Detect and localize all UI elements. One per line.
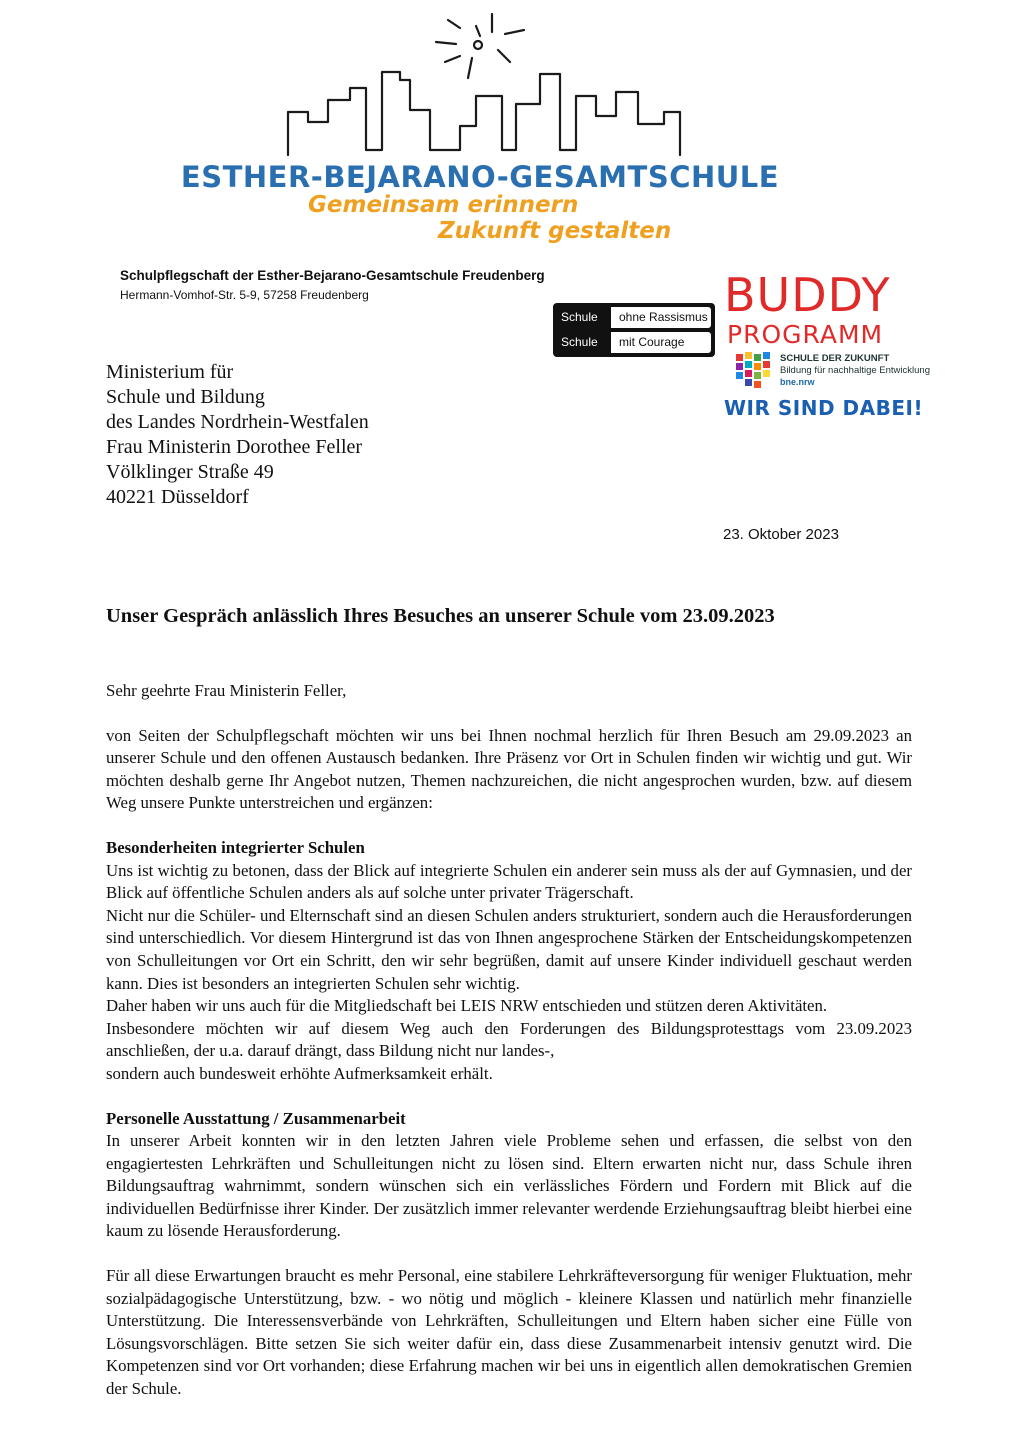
paragraph: sondern auch bundesweit erhöhte Aufmerksamkeit erhält.: [106, 1063, 493, 1083]
paragraph: Insbesondere möchten wir auf diesem Weg auch den Forderungen des Bildungsprotesttags vom 23.09.2023 anschließen, der u.a. darauf drängt, dass Bildung nicht nur landes-,: [106, 1018, 912, 1061]
paragraph: Daher haben wir uns auch für die Mitgliedschaft bei LEIS NRW entschieden und stützen deren Aktivitäten.: [106, 996, 828, 1016]
letter-subject: Unser Gespräch anlässlich Ihres Besuches an unserer Schule vom 23.09.2023: [106, 605, 775, 627]
buddy-logo: BUDDY: [724, 268, 891, 322]
recipient-address: [106, 360, 369, 510]
school-logo-skyline: [240, 0, 720, 170]
recipient-line: Schule und Bildung: [106, 386, 265, 408]
schule-der-zukunft-subtitle: Bildung für nachhaltige Entwicklung: [780, 365, 930, 376]
recipient-line: Völklinger Straße 49: [106, 461, 274, 483]
wir-sind-dabei-label: WIR SIND DABEI!: [724, 396, 924, 420]
sender-name: Schulpflegschaft der Esther-Bejarano-Gesamtschule Freudenberg: [120, 268, 545, 283]
schule-ohne-rassismus-badge: [553, 303, 715, 357]
sor-row2-right: mit Courage: [611, 332, 711, 353]
paragraph: Für all diese Erwartungen braucht es mehr Personal, eine stabilere Lehrkräfteversorgung für weniger Fluktuation, mehr sozialpädagogische Unterstützung, bzw. - wo nötig und möglich - kleinere Klassen und natürlich mehr finanzielle Unterstützung. Die Interessensverbände von Lehrkräften, Schulleitungen und Eltern haben sicher eine Fülle von Lösungsvorschlägen. Bitte setzen Sie sich weiter dafür ein, dass diese Zusammenarbeit intensiv genutzt wird. Die Kompetenzen sind vor Ort vorhanden; diese Erfahrung machen wir bei uns in eigentlich allen demokratischen Gremien der Schule.: [106, 1266, 912, 1399]
recipient-line: Frau Ministerin Dorothee Feller: [106, 436, 363, 458]
school-slogan-line2: Zukunft gestalten: [438, 218, 672, 244]
paragraph: In unserer Arbeit konnten wir in den letzten Jahren viele Probleme sehen und erfassen, die selbst von den engagiertesten Lehrkräften und Schulleitungen nicht zu lösen sind. Eltern erwarten nicht nur, dass Schule ihren Bildungsauftrag wahrnimmt, sondern wünschen sich ein verlässliches Fördern und Fordern mit Blick auf die individuellen Bedürfnisse ihrer Kinder. Der zusätzlich immer relevanter werdende Erziehungsauftrag bleibt hierbei eine kaum zu lösende Herausforderung.: [106, 1131, 912, 1241]
section-heading: Besonderheiten integrierter Schulen: [106, 837, 365, 857]
bne-nrw-label: bne.nrw: [780, 377, 815, 387]
sender-address: Hermann-Vomhof-Str. 5-9, 57258 Freudenberg: [120, 288, 369, 302]
intro-paragraph: von Seiten der Schulpflegschaft möchten wir uns bei Ihnen nochmal herzlich für Ihren Besuch am 29.09.2023 an unserer Schule und den offenen Austausch bedanken. Ihre Präsenz vor Ort in Schulen finden wir wichtig und gut. Wir möchten deshalb gerne Ihr Angebot nutzen, Themen nachzureichen, die nicht angesprochen wurden, bzw. auf diesem Weg unsere Punkte unterstreichen und ergänzen:: [106, 725, 912, 813]
letter-date: 23. Oktober 2023: [723, 526, 839, 543]
sor-row2-left: Schule: [561, 335, 598, 349]
recipient-line: des Landes Nordrhein-Westfalen: [106, 411, 369, 433]
schule-der-zukunft-icon: [736, 352, 776, 392]
recipient-line: 40221 Düsseldorf: [106, 486, 249, 508]
paragraph: Uns ist wichtig zu betonen, dass der Blick auf integrierte Schulen ein anderer sein muss als der auf Gymnasien, und der Blick auf öffentliche Schulen anders als auf solche unter privater Trägerschaft.: [106, 860, 912, 903]
school-slogan-line1: Gemeinsam erinnern: [308, 192, 579, 218]
sor-row1-right: ohne Rassismus: [611, 307, 711, 328]
paragraph: Nicht nur die Schüler- und Elternschaft sind an diesen Schulen anders strukturiert, sondern auch die Herausforderungen sind unterschiedlich. Vor diesem Hintergrund ist das von Ihnen angesprochene Stärken der Entscheidungskompetenzen von Schulleitungen vor Ort ein Schritt, den wir sehr begrüßen, damit auf unsere Kinder individuell geschaut werden kann. Dies ist besonders an integrierten Schulen sehr wichtig.: [106, 905, 912, 993]
programm-logo: PROGRAMM: [727, 320, 884, 349]
recipient-line: Ministerium für: [106, 361, 234, 383]
salutation: Sehr geehrte Frau Ministerin Feller,: [106, 681, 347, 700]
letter-body: [106, 680, 912, 1401]
schule-der-zukunft-title: SCHULE DER ZUKUNFT: [780, 353, 890, 364]
section-heading: Personelle Ausstattung / Zusammenarbeit: [106, 1108, 406, 1128]
school-name: ESTHER-BEJARANO-GESAMTSCHULE: [180, 160, 780, 194]
sor-row1-left: Schule: [561, 310, 598, 324]
